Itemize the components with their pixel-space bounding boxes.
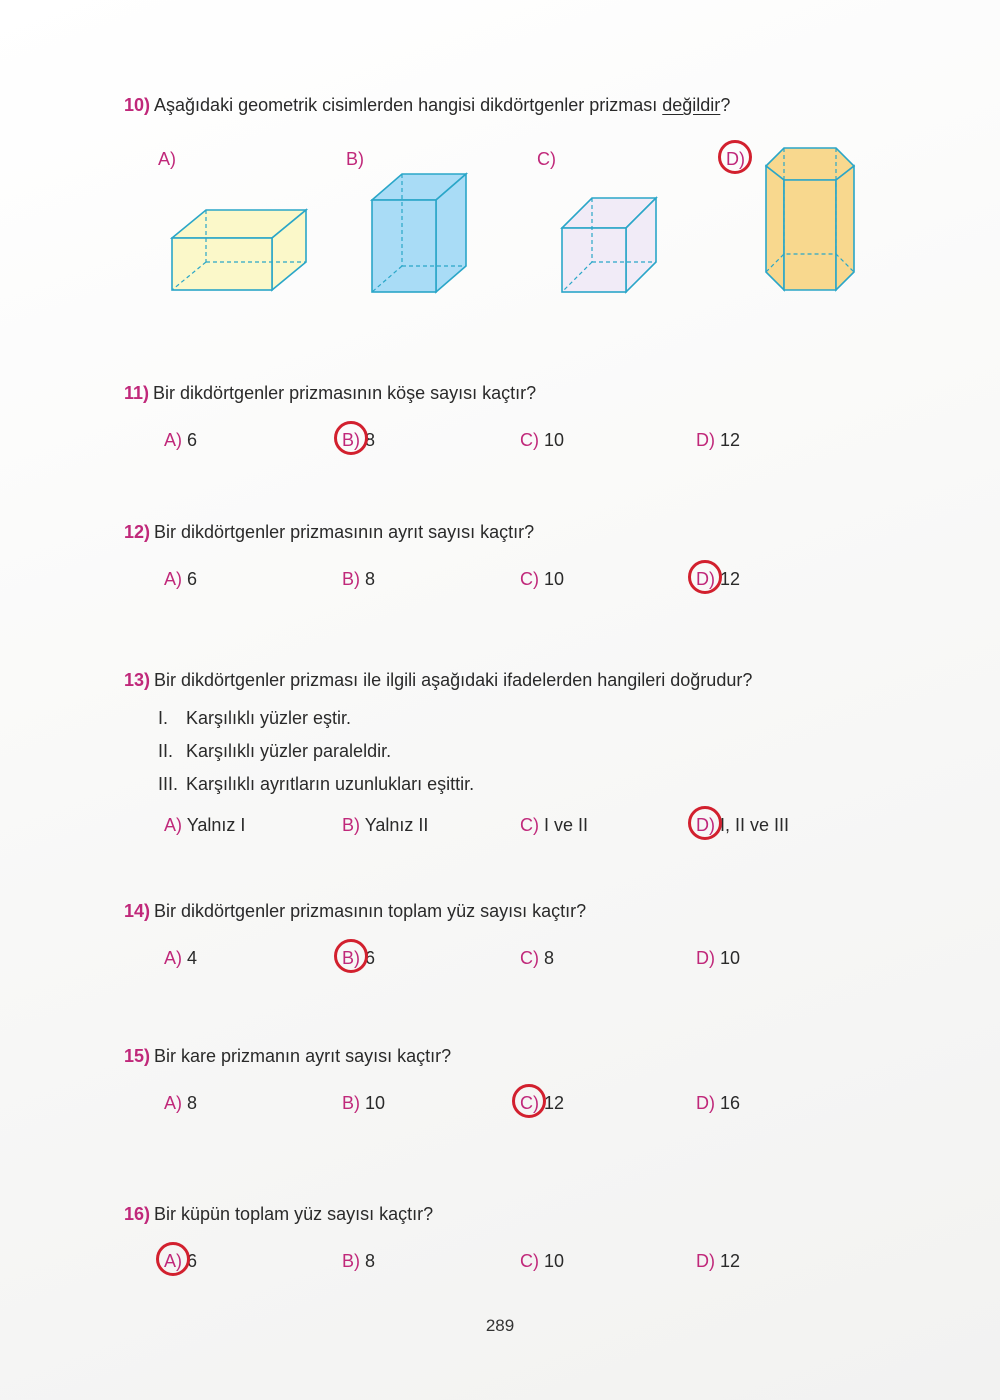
choice-b[interactable] xyxy=(342,1092,385,1114)
question-text: Bir dikdörtgenler prizmasının köşe sayısı kaçtır? xyxy=(153,383,537,403)
choice-letter: A) xyxy=(164,815,182,835)
question-text: Bir küpün toplam yüz sayısı kaçtır? xyxy=(154,1204,434,1224)
rectangular-prism-icon xyxy=(170,208,310,296)
choice-letter: A) xyxy=(164,1093,182,1113)
choice-c[interactable] xyxy=(537,148,556,170)
question-text-end: ? xyxy=(720,95,731,115)
question-11-text xyxy=(124,382,844,404)
choice-letter: D) xyxy=(696,1251,715,1271)
question-number: 10) xyxy=(124,95,151,115)
choice-b[interactable] xyxy=(342,947,375,969)
choice-value: 6 xyxy=(187,1251,198,1271)
choice-value: 12 xyxy=(720,430,741,450)
choice-letter: B) xyxy=(342,569,360,589)
question-16 xyxy=(124,1203,844,1271)
question-13-text xyxy=(124,669,844,691)
choice-value: 10 xyxy=(544,569,565,589)
choices-row xyxy=(124,568,844,592)
choice-letter-circled: B) xyxy=(342,430,360,450)
choice-a[interactable] xyxy=(164,814,245,836)
question-10 xyxy=(124,94,844,169)
choice-letter-circled: D) xyxy=(696,569,715,589)
choice-a[interactable] xyxy=(164,568,197,590)
choice-letter: A) xyxy=(164,569,182,589)
choice-letter: C) xyxy=(520,569,539,589)
choice-letter: B) xyxy=(342,815,360,835)
choice-a[interactable] xyxy=(158,148,176,170)
choice-value: 6 xyxy=(187,569,198,589)
choice-d[interactable] xyxy=(696,1092,740,1114)
choice-value: I, II ve III xyxy=(720,815,790,835)
choice-d[interactable] xyxy=(726,148,745,170)
choice-value: 10 xyxy=(544,1251,565,1271)
choice-value: 8 xyxy=(365,569,376,589)
choice-value: 12 xyxy=(720,1251,741,1271)
choice-letter: C) xyxy=(520,1251,539,1271)
choice-value: 12 xyxy=(544,1093,565,1113)
choice-b[interactable] xyxy=(346,148,364,170)
choice-d[interactable] xyxy=(696,568,740,590)
question-11 xyxy=(124,382,844,450)
choice-c[interactable] xyxy=(520,947,554,969)
q10-shapes xyxy=(158,138,858,298)
choice-d[interactable] xyxy=(696,429,740,451)
question-13 xyxy=(124,669,844,835)
choice-value: 6 xyxy=(187,430,198,450)
choice-value: 8 xyxy=(365,430,376,450)
choices-row xyxy=(124,1250,844,1274)
choice-letter: B) xyxy=(342,1093,360,1113)
choice-value: 10 xyxy=(720,948,741,968)
statement-item: II. Karşılıklı yüzler paraleldir. xyxy=(158,741,392,761)
choice-value: 10 xyxy=(365,1093,386,1113)
choice-letter: B) xyxy=(346,149,364,169)
choice-a[interactable] xyxy=(164,1250,197,1272)
choice-b[interactable] xyxy=(342,1250,375,1272)
statement-item: I. Karşılıklı yüzler eştir. xyxy=(158,708,352,728)
page-number: 289 xyxy=(485,1316,515,1335)
cube-icon xyxy=(560,196,660,296)
choice-letter: A) xyxy=(158,149,176,169)
choice-b[interactable] xyxy=(342,814,428,836)
choice-letter-circled: D) xyxy=(726,149,745,169)
question-number: 16) xyxy=(124,1204,151,1224)
question-12-text xyxy=(124,521,844,543)
question-16-text xyxy=(124,1203,844,1225)
choice-letter: C) xyxy=(520,815,539,835)
hexagonal-prism-icon xyxy=(762,144,858,296)
choice-letter: C) xyxy=(537,149,556,169)
choice-b[interactable] xyxy=(342,429,375,451)
choice-value: I ve II xyxy=(544,815,589,835)
question-text: Bir dikdörtgenler prizmasının toplam yüz sayısı kaçtır? xyxy=(154,901,587,921)
choice-letter-circled: A) xyxy=(164,1251,182,1271)
tall-rectangular-prism-icon xyxy=(370,172,470,296)
question-number: 11) xyxy=(124,383,150,403)
choices-row xyxy=(124,1092,844,1116)
question-text-underlined: değildir xyxy=(662,95,721,115)
choice-c[interactable] xyxy=(520,429,564,451)
choice-value: 8 xyxy=(544,948,555,968)
question-number: 14) xyxy=(124,901,151,921)
choice-value: Yalnız I xyxy=(186,815,246,835)
choices-row xyxy=(124,947,844,971)
question-10-text xyxy=(124,94,844,116)
question-number: 13) xyxy=(124,670,151,690)
choice-a[interactable] xyxy=(164,947,197,969)
question-14-text xyxy=(124,900,844,922)
choice-letter: D) xyxy=(696,1093,715,1113)
choice-b[interactable] xyxy=(342,568,375,590)
statement-item: III. Karşılıklı ayrıtların uzunlukları eşittir. xyxy=(158,774,475,794)
choice-letter-circled: B) xyxy=(342,948,360,968)
choice-value: 8 xyxy=(187,1093,198,1113)
choices-row xyxy=(124,429,844,453)
question-text: Bir kare prizmanın ayrıt sayısı kaçtır? xyxy=(154,1046,452,1066)
choice-letter: A) xyxy=(164,430,182,450)
choice-value: 8 xyxy=(365,1251,376,1271)
statements-list xyxy=(158,707,474,806)
choice-value: 16 xyxy=(720,1093,741,1113)
choice-d[interactable] xyxy=(696,1250,740,1272)
choice-letter: C) xyxy=(520,430,539,450)
choice-d[interactable] xyxy=(696,947,740,969)
question-text: Bir dikdörtgenler prizması ile ilgili aşağıdaki ifadelerden hangileri doğrudur? xyxy=(154,670,753,690)
question-number: 12) xyxy=(124,522,151,542)
choice-c[interactable] xyxy=(520,1250,564,1272)
question-text: Bir dikdörtgenler prizmasının ayrıt sayısı kaçtır? xyxy=(154,522,535,542)
choice-value: 6 xyxy=(365,948,376,968)
choice-value: 12 xyxy=(720,569,741,589)
choice-a[interactable] xyxy=(164,1092,197,1114)
choice-letter-circled: D) xyxy=(696,815,715,835)
choice-letter: A) xyxy=(164,948,182,968)
choice-a[interactable] xyxy=(164,429,197,451)
question-12 xyxy=(124,521,844,589)
choice-letter: D) xyxy=(696,430,715,450)
choice-value: Yalnız II xyxy=(364,815,429,835)
choice-letter-circled: C) xyxy=(520,1093,539,1113)
question-14 xyxy=(124,900,844,968)
choice-value: 10 xyxy=(544,430,565,450)
choice-letter: C) xyxy=(520,948,539,968)
question-number: 15) xyxy=(124,1046,151,1066)
choice-c[interactable] xyxy=(520,568,564,590)
question-15-text xyxy=(124,1045,844,1067)
question-15 xyxy=(124,1045,844,1113)
choice-c[interactable] xyxy=(520,814,588,836)
choice-value: 4 xyxy=(187,948,198,968)
choice-d[interactable] xyxy=(696,814,789,836)
choices-row xyxy=(124,814,844,838)
choice-c[interactable] xyxy=(520,1092,564,1114)
choice-letter: B) xyxy=(342,1251,360,1271)
choice-letter: D) xyxy=(696,948,715,968)
question-text: Aşağıdaki geometrik cisimlerden hangisi dikdörtgenler prizması xyxy=(154,95,658,115)
